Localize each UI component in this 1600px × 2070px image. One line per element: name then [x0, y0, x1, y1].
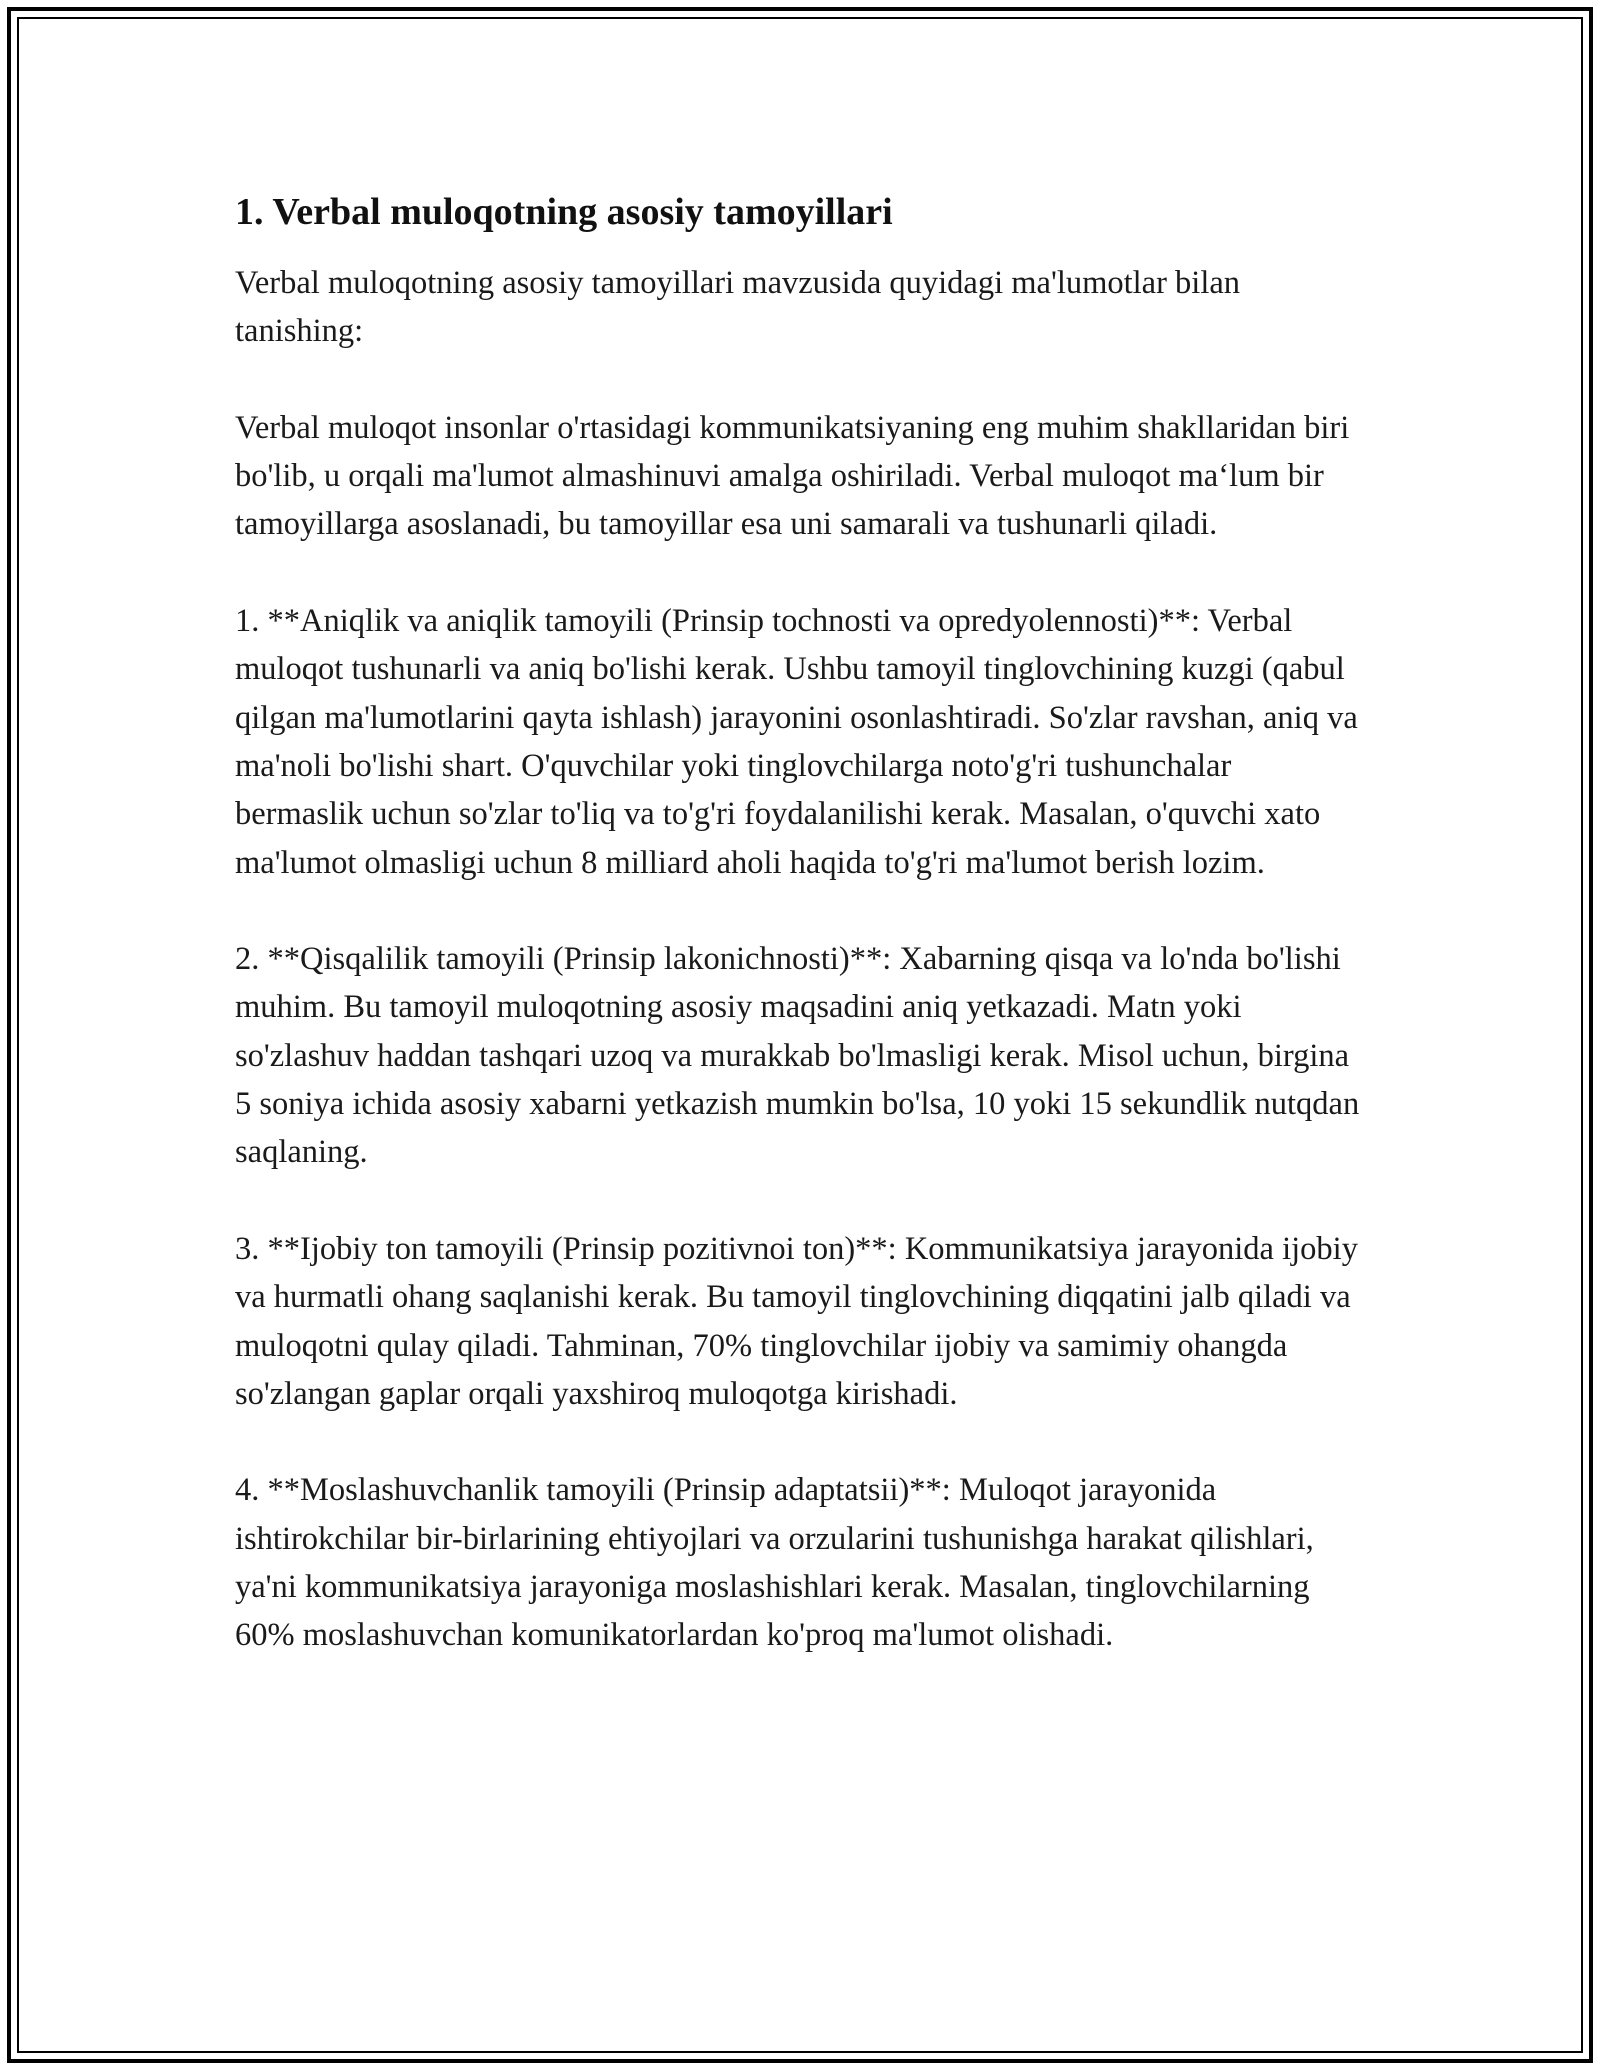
principle-1-paragraph: 1. **Aniqlik va aniqlik tamoyili (Prinsip tochnosti va opredyolennosti)**: Verbal muloqot tushunarli va aniq bo'lishi kerak. Ushbu tamoyil tinglovchining kuzgi (qabul qilgan ma'lumotlarini qayta ishlash) jarayonini osonlashtiradi. So'zlar ravshan, aniq va ma'noli bo'lishi shart. O'quvchilar yoki tinglovchilarga noto'g'ri tushunchalar bermaslik uchun so'zlar to'liq va to'g'ri foydalanilishi kerak. Masalan, o'quvchi xato ma'lumot olmasligi uchun 8 milliard aholi haqida to'g'ri ma'lumot berish lozim. [235, 603, 1358, 881]
document-body [235, 185, 1365, 1708]
principle-2-paragraph: 2. **Qisqalilik tamoyili (Prinsip lakonichnosti)**: Xabarning qisqa va lo'nda bo'lishi muhim. Bu tamoyil muloqotning asosiy maqsadini aniq yetkazadi. Matn yoki so'zlashuv haddan tashqari uzoq va murakkab bo'lmasligi kerak. Misol uchun, birgina 5 soniya ichida asosiy xabarni yetkazish mumkin bo'lsa, 10 yoki 15 sekundlik nutqdan saqlaning. [235, 941, 1360, 1171]
page-title: 1. Verbal muloqotning asosiy tamoyillari [235, 191, 893, 233]
principle-3-paragraph: 3. **Ijobiy ton tamoyili (Prinsip pozitivnoi ton)**: Kommunikatsiya jarayonida ijobiy va hurmatli ohang saqlanishi kerak. Bu tamoyil tinglovchining diqqatini jalb qiladi va muloqotni qulay qiladi. Tahminan, 70% tinglovchilar ijobiy va samimiy ohangda so'zlangan gaplar orqali yaxshiroq muloqotga kirishadi. [235, 1230, 1358, 1412]
intro-paragraph: Verbal muloqotning asosiy tamoyillari mavzusida quyidagi ma'lumotlar bilan tanishing: [235, 265, 1241, 350]
definition-paragraph: Verbal muloqot insonlar o'rtasidagi kommunikatsiyaning eng muhim shakllaridan biri bo'lib, u orqali ma'lumot almashinuvi amalga oshiriladi. Verbal muloqot ma‘lum bir tamoyillarga asoslanadi, bu tamoyillar esa uni samarali va tushunarli qiladi. [235, 409, 1350, 543]
principle-4-paragraph: 4. **Moslashuvchanlik tamoyili (Prinsip adaptatsii)**: Muloqot jarayonida ishtirokchilar bir-birlarining ehtiyojlari va orzularini tushunishga harakat qilishlari, ya'ni kommunikatsiya jarayoniga moslashishlari kerak. Masalan, tinglovchilarning 60% moslashuvchan komunikatorlardan ko'proq ma'lumot olishadi. [235, 1472, 1314, 1654]
